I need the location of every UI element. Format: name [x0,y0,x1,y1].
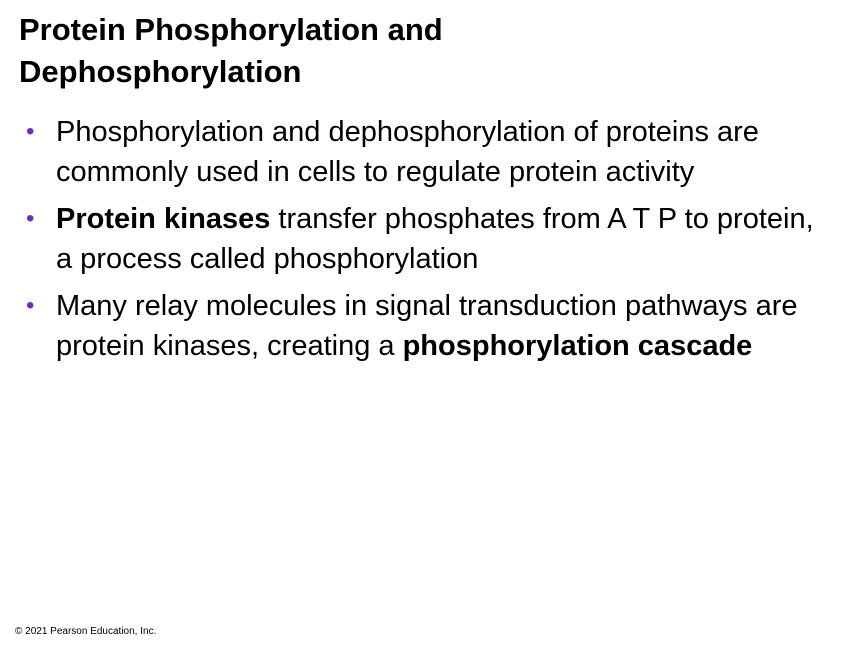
slide-title: Protein Phosphorylation and Dephosphorylation [19,12,443,89]
copyright-notice: © 2021 Pearson Education, Inc. [15,626,157,637]
bullet-text: transfer phosphates from A T P to protein, a process called phosphorylation [56,203,814,275]
bullet-icon: • [26,205,35,232]
bullet-text: Many relay molecules in signal transduction pathways are protein kinases, creating a [56,290,798,362]
bullet-bold-term: phosphorylation cascade [402,330,753,362]
bullet-text: Phosphorylation and dephosphorylation of proteins are commonly used in cells to regulate protein activity [56,116,759,188]
bullet-icon: • [26,292,35,319]
bullet-icon: • [26,118,35,145]
bullet-item [26,199,826,279]
bullet-item [26,112,826,192]
bullet-bold-term: Protein kinases [56,203,271,235]
bullet-list [26,112,826,373]
bullet-item [26,286,826,366]
